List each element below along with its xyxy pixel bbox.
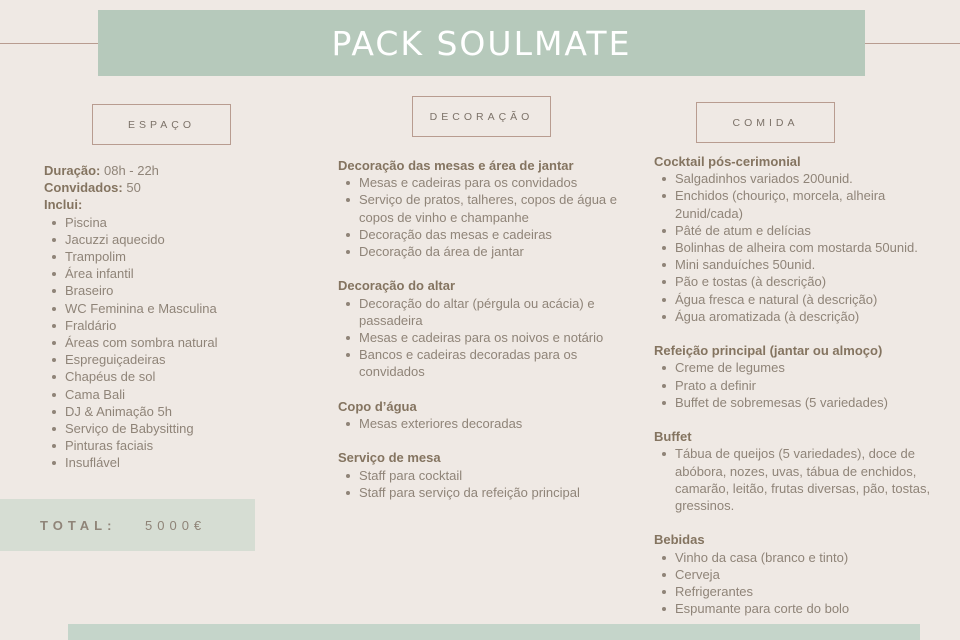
list-item: Cerveja xyxy=(675,566,950,583)
convidados-line xyxy=(44,179,304,196)
decoracao-heading-mesas: Decoração das mesas e área de jantar xyxy=(338,158,574,173)
list-item: Staff para serviço da refeição principal xyxy=(359,484,618,501)
decoracao-column xyxy=(338,157,618,518)
list-item: Trampolim xyxy=(65,248,304,265)
list-item: Creme de legumes xyxy=(675,359,950,376)
espaco-list xyxy=(44,214,304,472)
divider-right xyxy=(865,43,960,44)
list-item: Mesas e cadeiras para os convidados xyxy=(359,174,618,191)
list-item: Pâté de atum e delícias xyxy=(675,222,950,239)
list-item: Bancos e cadeiras decoradas para os convidados xyxy=(359,346,618,380)
list-item: Fraldário xyxy=(65,317,304,334)
espaco-column xyxy=(44,162,304,489)
list-item: WC Feminina e Masculina xyxy=(65,300,304,317)
duracao-label: Duração: xyxy=(44,163,101,178)
list-item: Decoração das mesas e cadeiras xyxy=(359,226,618,243)
decoracao-list-mesas xyxy=(338,174,618,260)
section-label-espaco: ESPAÇO xyxy=(92,104,231,145)
list-item: Mini sanduíches 50unid. xyxy=(675,256,950,273)
list-item: DJ & Animação 5h xyxy=(65,403,304,420)
list-item: Prato a definir xyxy=(675,377,950,394)
decoracao-list-copo xyxy=(338,415,618,432)
list-item: Mesas exteriores decoradas xyxy=(359,415,618,432)
footer-band xyxy=(68,624,920,640)
list-item: Pinturas faciais xyxy=(65,437,304,454)
list-item: Jacuzzi aquecido xyxy=(65,231,304,248)
list-item: Buffet de sobremesas (5 variedades) xyxy=(675,394,950,411)
duracao-value: 08h - 22h xyxy=(103,163,159,178)
comida-list-buffet xyxy=(654,445,950,514)
list-item: Cama Bali xyxy=(65,386,304,403)
list-item: Áreas com sombra natural xyxy=(65,334,304,351)
comida-heading-buffet: Buffet xyxy=(654,429,692,445)
list-item: Decoração da área de jantar xyxy=(359,243,618,260)
decoracao-list-altar xyxy=(338,295,618,381)
total-value: 5000€ xyxy=(145,517,207,533)
decoracao-list-servico xyxy=(338,467,618,501)
total-box xyxy=(0,499,255,551)
list-item: Staff para cocktail xyxy=(359,467,618,484)
list-item: Braseiro xyxy=(65,282,304,299)
list-item: Insuflável xyxy=(65,454,304,471)
list-item: Chapéus de sol xyxy=(65,368,304,385)
list-item: Enchidos (chouriço, morcela, alheira 2unid/cada) xyxy=(675,187,950,221)
list-item: Mesas e cadeiras para os noivos e notário xyxy=(359,329,618,346)
list-item: Salgadinhos variados 200unid. xyxy=(675,170,950,187)
list-item: Serviço de pratos, talheres, copos de água e copos de vinho e champanhe xyxy=(359,192,617,225)
inclui-label: Inclui: xyxy=(44,197,83,213)
comida-list-refeicao xyxy=(654,359,950,411)
list-item: Área infantil xyxy=(65,265,304,282)
divider-left xyxy=(0,43,98,44)
comida-heading-bebidas: Bebidas xyxy=(654,532,705,548)
page-title: PACK SOULMATE xyxy=(331,23,632,63)
list-item: Piscina xyxy=(65,214,304,231)
comida-heading-cocktail: Cocktail pós-cerimonial xyxy=(654,154,801,169)
list-item: Espreguiçadeiras xyxy=(65,351,304,368)
list-item: Refrigerantes xyxy=(675,583,950,600)
convidados-value: 50 xyxy=(126,180,141,196)
convidados-label: Convidados: xyxy=(44,180,123,196)
list-item: Água aromatizada (à descrição) xyxy=(675,308,950,325)
comida-list-cocktail xyxy=(654,170,950,325)
decoracao-heading-altar: Decoração do altar xyxy=(338,278,456,294)
title-banner xyxy=(98,10,865,76)
list-item: Água fresca e natural (à descrição) xyxy=(675,291,950,308)
decoracao-heading-servico: Serviço de mesa xyxy=(338,450,441,466)
total-label: TOTAL: xyxy=(40,517,117,533)
comida-heading-refeicao: Refeição principal (jantar ou almoço) xyxy=(654,343,883,359)
list-item: Espumante para corte do bolo xyxy=(675,600,950,617)
section-label-decoracao: DECORAÇÃO xyxy=(412,96,551,137)
duracao-line xyxy=(44,162,304,179)
comida-list-bebidas xyxy=(654,549,950,618)
comida-column xyxy=(654,153,950,635)
decoracao-heading-copo: Copo d’água xyxy=(338,398,417,414)
list-item: Vinho da casa (branco e tinto) xyxy=(675,549,950,566)
list-item: Pão e tostas (à descrição) xyxy=(675,273,950,290)
list-item: Serviço de Babysitting xyxy=(65,420,304,437)
list-item: Decoração do altar (pérgula ou acácia) e passadeira xyxy=(359,295,618,329)
list-item: Bolinhas de alheira com mostarda 50unid. xyxy=(675,239,950,256)
list-item: Tábua de queijos (5 variedades), doce de abóbora, nozes, uvas, tábua de enchidos, camarão, leitão, frutas diversas, pão, tostas, gressinos. xyxy=(675,445,950,514)
section-label-comida: COMIDA xyxy=(696,102,835,143)
